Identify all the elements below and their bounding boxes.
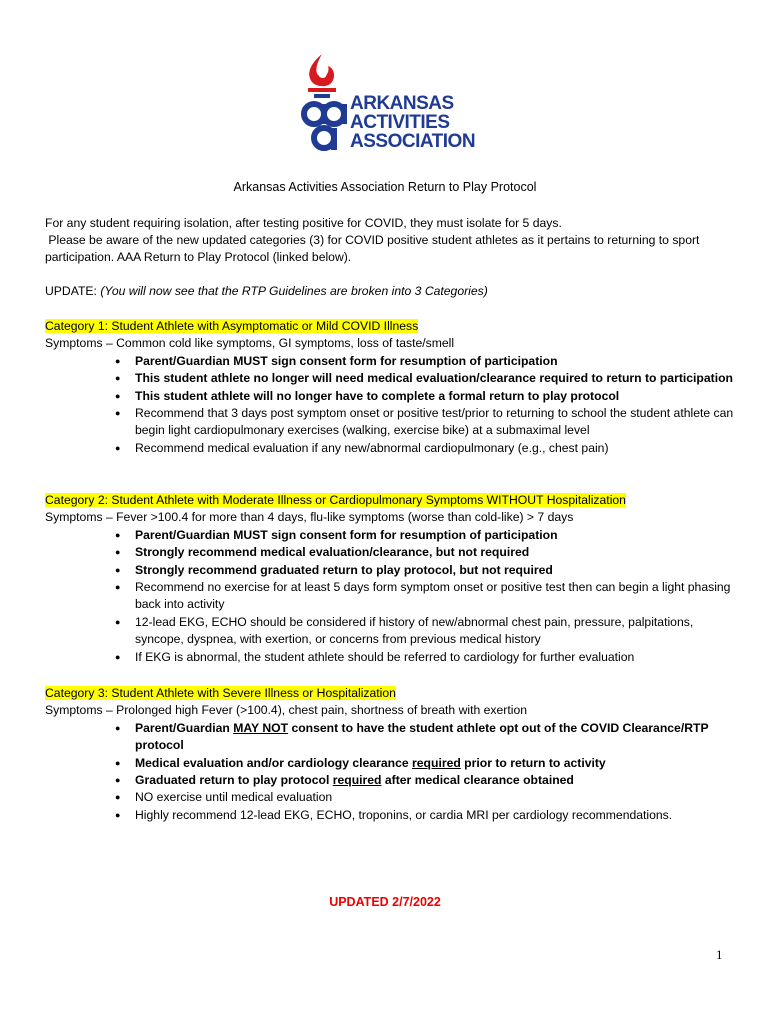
category-1 — [45, 318, 735, 457]
list-item: ● Recommend that 3 days post symptom onset or positive test/prior to returning to school the student athlete can begin light cardiopulmonary exercises (walking, exercise bike) at a submaximal level — [115, 405, 735, 440]
list-item: ● Recommend medical evaluation if any new/abnormal cardiopulmonary (e.g., chest pain) — [115, 440, 735, 457]
category-1-title: Category 1: Student Athlete with Asymptomatic or Mild COVID Illness — [45, 319, 419, 333]
intro-paragraph — [45, 215, 725, 266]
list-item: ● Parent/Guardian MAY NOT consent to have the student athlete opt out of the COVID Clearance/RTP protocol — [115, 720, 735, 755]
list-item: ● Strongly recommend medical evaluation/clearance, but not required — [115, 544, 735, 561]
logo-line-2: ACTIVITIES — [350, 112, 450, 133]
intro-line-1: For any student requiring isolation, after testing positive for COVID, they must isolate for 5 days. — [45, 216, 562, 230]
list-item: ● Parent/Guardian MUST sign consent form for resumption of participation — [115, 527, 735, 544]
update-label: UPDATE: — [45, 284, 101, 298]
update-note — [45, 284, 488, 298]
list-item: ● Recommend no exercise for at least 5 days form symptom onset or positive test then can begin a light phasing back into activity — [115, 579, 735, 614]
category-2-list — [45, 527, 735, 666]
logo-line-3: ASSOCIATION — [350, 131, 476, 152]
updated-date: UPDATED 2/7/2022 — [329, 895, 441, 909]
list-item: ● Parent/Guardian MUST sign consent form for resumption of participation — [115, 353, 735, 370]
update-text: (You will now see that the RTP Guidelines are broken into 3 Categories) — [100, 284, 488, 298]
list-item: ● NO exercise until medical evaluation — [115, 789, 735, 806]
category-3-list — [45, 720, 735, 824]
list-item: ● If EKG is abnormal, the student athlete should be referred to cardiology for further evaluation — [115, 649, 735, 666]
logo-line-1: ARKANSAS — [350, 93, 454, 114]
category-1-symptoms: Symptoms – Common cold like symptoms, GI symptoms, loss of taste/smell — [45, 336, 455, 351]
list-item: ● Strongly recommend graduated return to play protocol, but not required — [115, 562, 735, 579]
category-1-list — [45, 353, 735, 457]
page-number: 1 — [716, 947, 723, 962]
category-3-symptoms: Symptoms – Prolonged high Fever (>100.4), chest pain, shortness of breath with exertion — [45, 703, 528, 718]
category-2 — [45, 492, 735, 666]
list-item: ● Highly recommend 12-lead EKG, ECHO, troponins, or cardia MRI per cardiology recommendations. — [115, 807, 735, 824]
list-item: ● Medical evaluation and/or cardiology clearance required prior to return to activity — [115, 755, 735, 772]
list-item: ● This student athlete will no longer have to complete a formal return to play protocol — [115, 388, 735, 405]
torch-icon — [298, 52, 358, 158]
category-2-symptoms: Symptoms – Fever >100.4 for more than 4 days, flu-like symptoms (worse than cold-like) > 7 days — [45, 510, 574, 525]
category-2-title: Category 2: Student Athlete with Moderate Illness or Cardiopulmonary Symptoms WITHOUT Hospitalization — [45, 493, 626, 507]
list-item: ● Graduated return to play protocol required after medical clearance obtained — [115, 772, 735, 789]
logo-text — [350, 94, 475, 151]
list-item: ● This student athlete no longer will need medical evaluation/clearance required to return to participation — [115, 370, 735, 387]
document-title: Arkansas Activities Association Return to Play Protocol — [233, 180, 537, 194]
category-3 — [45, 685, 735, 824]
intro-line-2: Please be aware of the new updated categories (3) for COVID positive student athletes as it pertains to returning to sport participation. AAA Return to Play Protocol (linked below). — [45, 233, 703, 264]
aaa-logo — [298, 52, 478, 158]
list-item: ● 12-lead EKG, ECHO should be considered if history of new/abnormal chest pain, pressure, palpitations, syncope, dyspnea, with exertion, or concerns from previous medical history — [115, 614, 735, 649]
category-3-title: Category 3: Student Athlete with Severe Illness or Hospitalization — [45, 686, 396, 700]
